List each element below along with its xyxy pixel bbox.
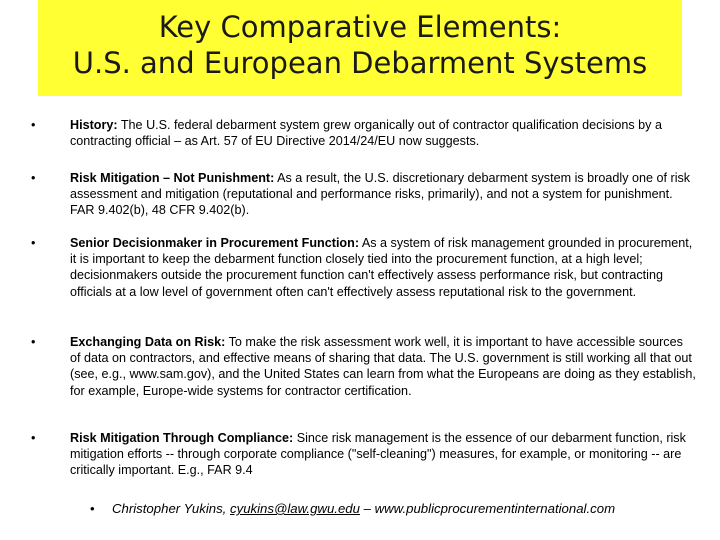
bullet-lead: History: [70, 118, 118, 132]
bullet-dot: • [31, 171, 36, 185]
title-line-2: U.S. and European Debarment Systems [72, 46, 648, 80]
bullet-dot: • [31, 431, 36, 445]
bullet-dot: • [31, 335, 36, 349]
title-line-1: Key Comparative Elements: [158, 10, 562, 44]
bullet-body: As a system of risk management grounded in procurement, it is important to keep the debarment function closely tied into the procurement function, at a high level; decisionmakers outside the procurement function can't effectively assess performance risk, but contracting officials at a low level of government often can't effectively assess reputational risk to the government. [70, 236, 693, 299]
slide-title [38, 0, 682, 96]
bullet-body: The U.S. federal debarment system grew organically out of contractor qualification decisions by a contracting official – as Art. 57 of EU Directive 2014/24/EU now suggests. [70, 118, 662, 149]
author-email-link[interactable]: cyukins@law.gwu.edu [230, 501, 360, 516]
bullet-lead: Risk Mitigation – Not Punishment: [70, 171, 275, 185]
bullet-body: To make the risk assessment work well, it is important to have accessible sources of data on contractors, and effective means of sharing that data. The U.S. government is still working all that out (see, e.g., www.sam.gov), and the United States can learn from what the Europeans are doing as they establish, for example, Europe-wide systems for contractor certification. [70, 335, 696, 398]
bullet-text [70, 235, 696, 300]
bullet-lead: Exchanging Data on Risk: [70, 335, 226, 349]
bullet-body: Since risk management is the essence of our debarment function, risk mitigation efforts -- through corporate compliance ("self-cleaning") measures, for example, or monitoring -- are critically important. E.g., FAR 9.4 [70, 431, 686, 478]
footer-text [112, 500, 615, 518]
bullet-text [70, 430, 696, 479]
bullet-text [70, 334, 696, 399]
footer-bullet: • [90, 501, 95, 516]
bullet-text [70, 170, 696, 219]
bullet-lead: Risk Mitigation Through Compliance: [70, 431, 294, 445]
footer-website: – www.publicprocurementinternational.com [359, 501, 616, 516]
bullet-dot: • [31, 236, 36, 250]
bullet-text [70, 117, 696, 149]
bullet-lead: Senior Decisionmaker in Procurement Function: [70, 236, 360, 250]
bullet-body: As a result, the U.S. discretionary debarment system is broadly one of risk assessment and mitigation (reputational and performance risks, primarily), and not a system for punishment. FAR 9.402(b), 48 CFR 9.402(b). [70, 171, 691, 218]
bullet-dot: • [31, 118, 36, 132]
author-name: Christopher Yukins, [112, 501, 231, 516]
